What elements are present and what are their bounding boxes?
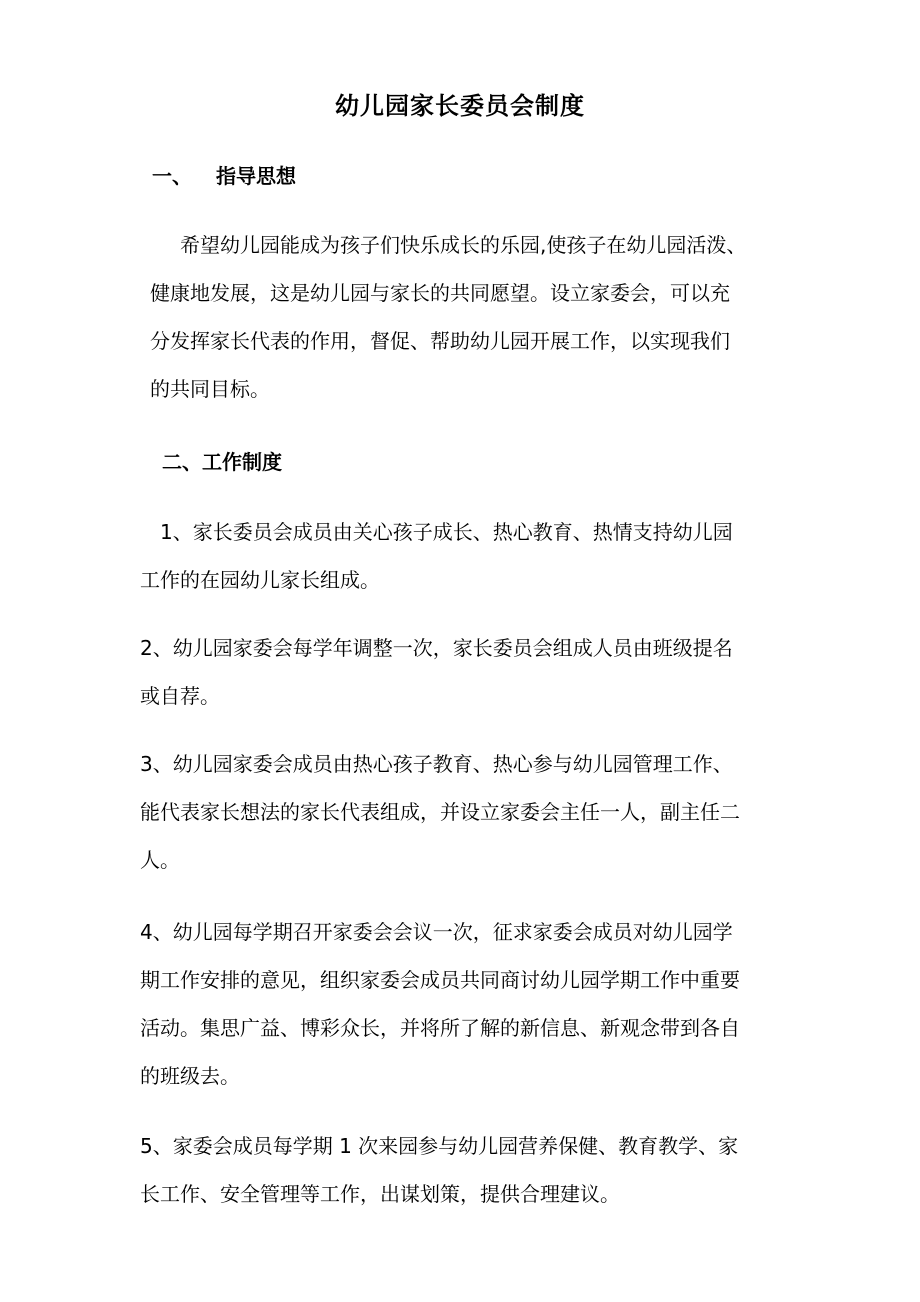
rule-item-1 [140,508,790,604]
paragraph-line: 5、家委会成员每学期 1 次来园参与幼儿园营养保健、教育教学、家 [140,1134,739,1158]
section-heading-work-system: 二、工作制度 [162,450,282,474]
paragraph-line: 能代表家长想法的家长代表组成，并设立家委会主任一人，副主任二 [140,800,740,824]
paragraph-line: 2、幼儿园家委会每学年调整一次，家长委员会组成人员由班级提名 [140,636,733,660]
paragraph-line: 健康地发展，这是幼儿园与家长的共同愿望。设立家委会，可以充 [150,281,730,305]
paragraph-line: 的班级去。 [140,1064,240,1088]
rule-item-2 [140,624,790,720]
paragraph-line: 活动。集思广益、博彩众长，并将所了解的新信息、新观念带到各自 [140,1016,740,1040]
paragraph-guiding-ideology [150,221,800,413]
rule-item-4 [140,908,790,1100]
paragraph-line: 人。 [140,848,180,872]
paragraph-line: 3、幼儿园家委会成员由热心孩子教育、热心参与幼儿园管理工作、 [140,752,733,776]
rule-item-3 [140,740,790,884]
paragraph-line: 长工作、安全管理等工作，出谋划策，提供合理建议。 [140,1182,620,1206]
rule-item-5 [140,1122,790,1218]
paragraph-line: 分发挥家长代表的作用，督促、帮助幼儿园开展工作，以实现我们 [150,329,730,353]
paragraph-line: 期工作安排的意见，组织家委会成员共同商讨幼儿园学期工作中重要 [140,968,740,992]
section-number: 一、 [152,164,192,188]
document-title: 幼儿园家长委员会制度 [335,92,585,120]
paragraph-line: 的共同目标。 [150,377,270,401]
paragraph-line: 4、幼儿园每学期召开家委会会议一次，征求家委会成员对幼儿园学 [140,920,733,944]
section-heading-guiding-ideology [152,160,296,192]
paragraph-line: 1、家长委员会成员由关心孩子成长、热心教育、热情支持幼儿园 [160,520,733,544]
paragraph-line: 工作的在园幼儿家长组成。 [140,568,380,592]
paragraph-line: 或自荐。 [140,684,220,708]
section-heading-text: 指导思想 [216,164,296,188]
paragraph-line: 希望幼儿园能成为孩子们快乐成长的乐园,使孩子在幼儿园活泼、 [180,233,747,257]
